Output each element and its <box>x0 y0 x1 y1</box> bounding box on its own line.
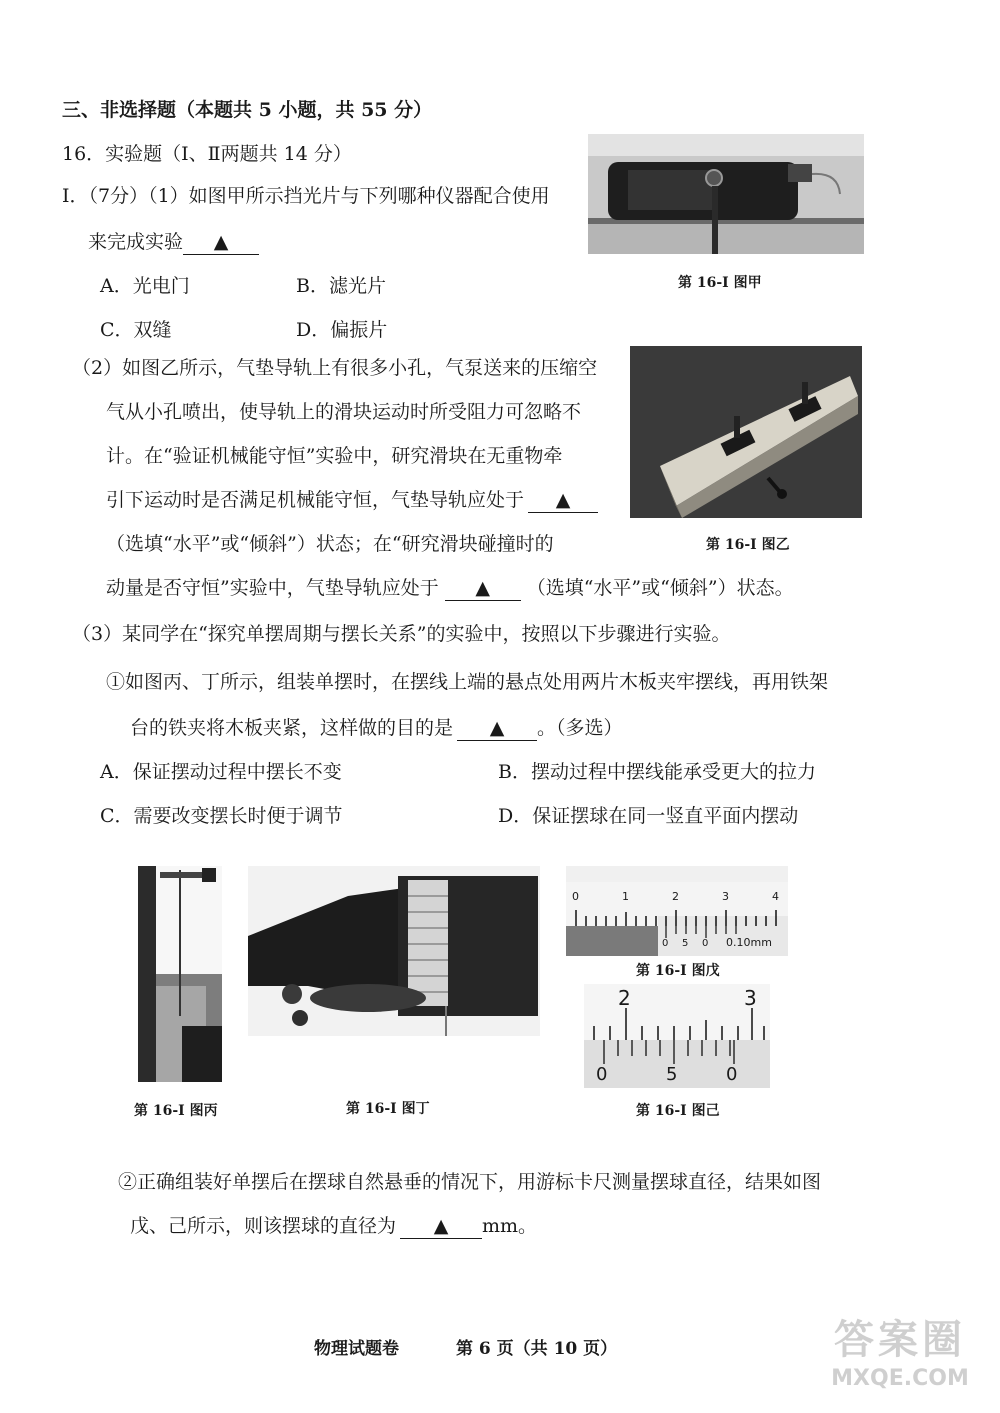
part3-step1-line1: ①如图丙、丁所示，组装单摆时，在摆线上端的悬点处用两片木板夹牢摆线，再用铁架 <box>106 671 829 693</box>
answer-blank: ▲ <box>445 576 521 601</box>
part3-option-b: B．摆动过程中摆线能承受更大的拉力 <box>498 761 816 783</box>
option-b: B．滤光片 <box>296 275 386 297</box>
part2-line-5: （选填“水平”或“倾斜”）状态；在“研究滑块碰撞时的 <box>106 533 554 555</box>
figure-ding-caption: 第 16-Ⅰ 图丁 <box>346 1101 430 1117</box>
figure-bing-photo <box>138 866 222 1082</box>
figure-yi-photo <box>630 346 862 518</box>
figure-wu-caption: 第 16-Ⅰ 图戊 <box>636 963 720 979</box>
part1-question-line: Ⅰ．（7分）（1）如图甲所示挡光片与下列哪种仪器配合使用 <box>62 185 550 207</box>
part3-option-d: D．保证摆球在同一竖直平面内摆动 <box>498 805 799 827</box>
ji-vernier-label-0: 0 <box>596 1064 608 1085</box>
figure-ji-caption: 第 16-Ⅰ 图己 <box>636 1103 720 1119</box>
part1-answer-line <box>88 230 259 255</box>
footer-subject: 物理试题卷 <box>314 1339 399 1359</box>
part3-intro: （3）某同学在“探究单摆周期与摆长关系”的实验中，按照以下步骤进行实验。 <box>72 623 731 645</box>
figure-ding-photo <box>248 866 540 1036</box>
answer-blank: ▲ <box>457 716 537 741</box>
answer-blank: ▲ <box>183 230 259 255</box>
option-a: A．光电门 <box>100 275 190 297</box>
section-heading: 三、非选择题（本题共 5 小题，共 55 分） <box>62 99 433 121</box>
wu-main-label-3: 3 <box>722 890 729 903</box>
part2-line-6: 动量是否守恒”实验中，气垫导轨应处于 ▲ （选填“水平”或“倾斜”）状态。 <box>106 577 794 599</box>
part2-line-2: 气从小孔喷出，使导轨上的滑块运动时所受阻力可忽略不 <box>106 401 582 423</box>
part3-option-a: A．保证摆动过程中摆长不变 <box>100 761 342 783</box>
figure-yi-caption: 第 16-Ⅰ 图乙 <box>706 537 790 553</box>
figure-ji-caliper <box>584 984 770 1088</box>
ji-vernier-label-5: 5 <box>666 1064 678 1085</box>
part2-line-3: 计。在“验证机械能守恒”实验中，研究滑块在无重物牵 <box>106 445 563 467</box>
wu-main-label-1: 1 <box>622 890 629 903</box>
figure-jia-photo <box>588 134 864 254</box>
ji-vernier-label-10: 0 <box>726 1064 738 1085</box>
part3-step2-line1: ②正确组装好单摆后在摆球自然悬垂的情况下，用游标卡尺测量摆球直径，结果如图 <box>118 1171 822 1193</box>
footer-page-number: 第 6 页（共 10 页） <box>456 1339 618 1359</box>
wu-main-label-4: 4 <box>772 890 779 903</box>
option-c: C．双缝 <box>100 319 172 341</box>
figure-jia-caption: 第 16-Ⅰ 图甲 <box>678 275 762 291</box>
figure-wu-caliper <box>566 866 788 956</box>
part3-option-c: C．需要改变摆长时便于调节 <box>100 805 343 827</box>
wu-vernier-label-5: 5 <box>682 938 689 949</box>
wu-vernier-label-0: 0 <box>662 938 669 949</box>
part2-line-4: 引下运动时是否满足机械能守恒，气垫导轨应处于 ▲ <box>106 488 598 513</box>
answer-blank: ▲ <box>528 488 598 513</box>
ji-main-label-2: 2 <box>618 986 631 1010</box>
wu-unit-label: 0.10mm <box>726 936 772 949</box>
watermark-site: MXQE.COM <box>831 1366 969 1391</box>
part3-step1-line2: 台的铁夹将木板夹紧，这样做的目的是 ▲ 。（多选） <box>130 717 623 739</box>
answer-blank: ▲ <box>400 1214 482 1239</box>
wu-main-label-2: 2 <box>672 890 679 903</box>
wu-main-label-0: 0 <box>572 890 579 903</box>
watermark-text: 答案圈 <box>834 1317 966 1363</box>
ji-main-label-3: 3 <box>744 986 757 1010</box>
watermark-logo <box>810 1316 990 1408</box>
wu-vernier-label-10: 0 <box>702 938 709 949</box>
question-16-heading: 16．实验题（Ⅰ、Ⅱ两题共 14 分） <box>62 143 352 165</box>
part1-answer-prefix: 来完成实验 <box>88 231 184 253</box>
option-d: D．偏振片 <box>296 319 388 341</box>
figure-bing-caption: 第 16-Ⅰ 图丙 <box>134 1103 218 1119</box>
part3-step2-line2: 戊、己所示，则该摆球的直径为 ▲ mm。 <box>130 1215 538 1237</box>
part2-line-1: （2）如图乙所示，气垫导轨上有很多小孔，气泵送来的压缩空 <box>72 357 598 379</box>
